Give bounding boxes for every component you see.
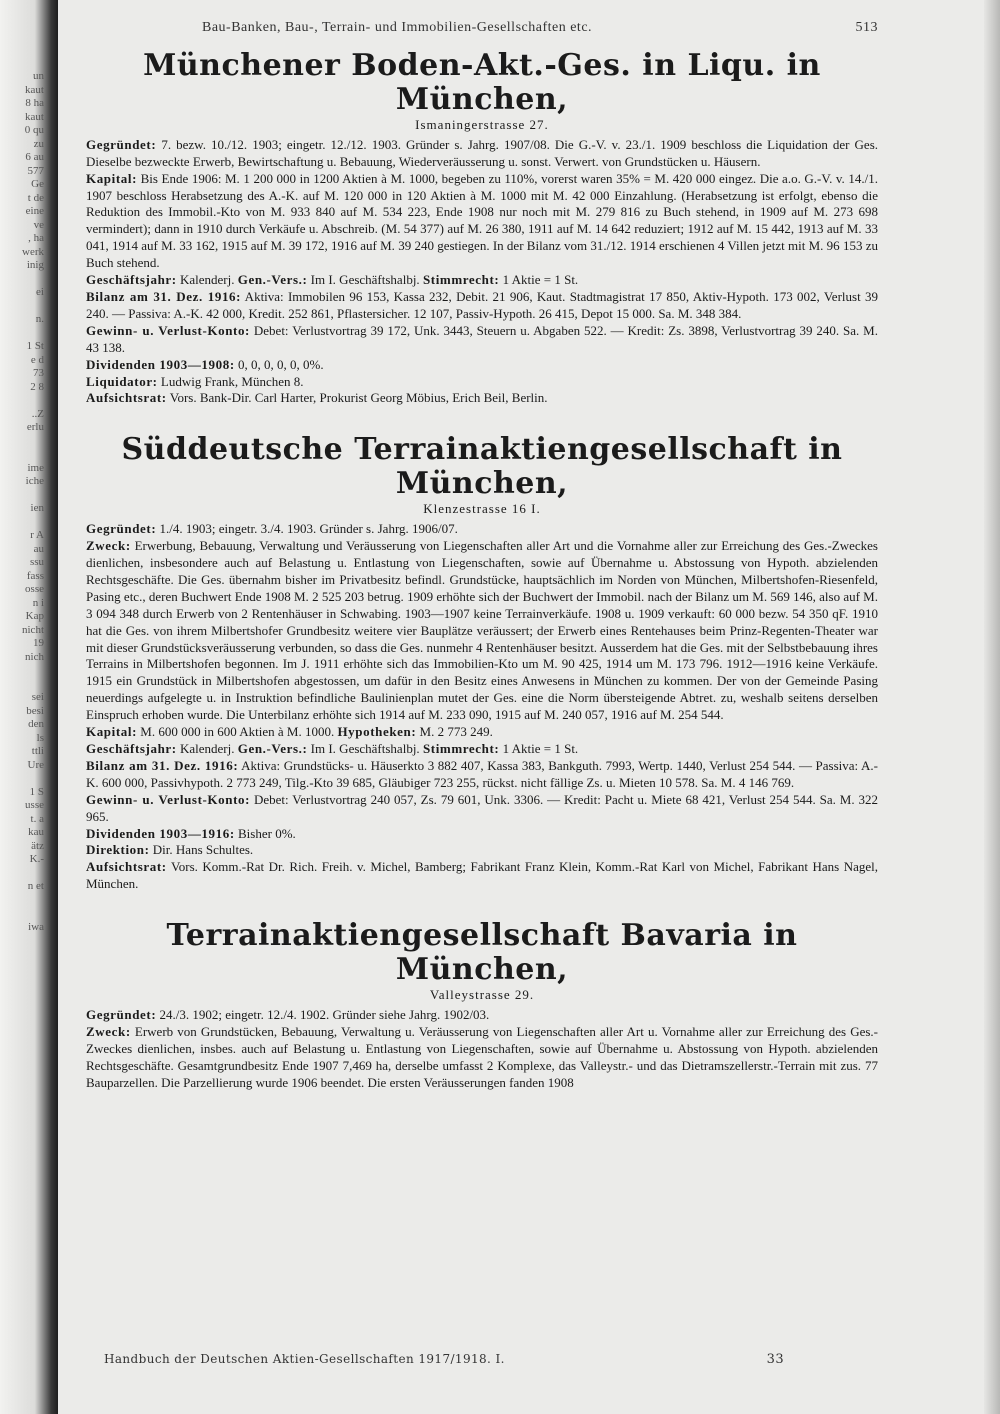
fragment-line: Ge — [31, 178, 44, 190]
entry-text: 24./3. 1902; eingetr. 12./4. 1902. Gründer siehe Jahrg. 1902/03. — [156, 1007, 490, 1023]
fragment-line — [0, 772, 44, 786]
fragment-line: ls — [36, 731, 44, 744]
fragment-line — [0, 664, 44, 678]
company-title: Terrainaktiengesellschaft Bavaria in München, — [166, 918, 798, 988]
fragment-line — [0, 894, 44, 908]
fragment-line: ttli — [31, 745, 44, 757]
entry-label: Liquidator: — [86, 373, 158, 389]
entry-label: Gegründet: — [86, 1007, 157, 1023]
entry-paragraph — [86, 842, 878, 859]
fragment-line: Kap — [25, 610, 44, 622]
entry-label: Direktion: — [86, 842, 150, 858]
entry-text: Ludwig Frank, München 8. — [157, 373, 304, 389]
entry-paragraph — [86, 758, 878, 792]
entry-label: Kapital: — [86, 724, 138, 740]
fragment-line: e d — [30, 353, 44, 366]
fragment-line: osse — [25, 583, 44, 595]
entry-label: Geschäftsjahr: — [86, 741, 177, 756]
company-address: Valleystrasse 29. — [429, 987, 535, 1003]
fragment-line: t. a — [30, 812, 44, 825]
fragment-line — [0, 435, 44, 449]
entry-label: Zweck: — [86, 538, 131, 554]
company-address: Ismaningerstrasse 27. — [415, 116, 549, 132]
entry-text: 0, 0, 0, 0, 0, 0%. — [234, 356, 324, 372]
fragment-line: 1 St — [26, 340, 44, 352]
entry-paragraph — [86, 1007, 878, 1024]
entry-label: Gewinn- u. Verlust-Konto: — [86, 791, 251, 807]
fragment-line: kaut — [25, 110, 44, 123]
facing-page-fragments — [0, 70, 44, 934]
fragment-line: usse — [25, 799, 44, 811]
fragment-line: iwa — [28, 920, 44, 933]
fragment-line: inig — [26, 259, 44, 271]
entry-label: Stimmrecht: — [422, 272, 500, 288]
fragment-line: ien — [30, 502, 44, 514]
entry-text: Aktiva: Immobilen 96 153, Kassa 232, Debit. 21 906, Kaut. Stadtmagistrat 17 850, Aktiv-Hypoth. 173 002, Verlust 39 240. — Passiva: A.-K. 42 000, Kredit. 252 861, Pflastersicher. 12 107, Passiv-Hypoth. 26 415, Depot 15 000. Sa. M. 348 384. — [86, 288, 878, 321]
fragment-line: ve — [33, 218, 44, 231]
entry-text: Im I. Geschäftshalbj. — [307, 272, 423, 288]
running-header — [86, 20, 878, 37]
entry-paragraph — [86, 171, 878, 272]
entry-text: Kalenderj. — [176, 272, 238, 288]
fragment-line: besi — [26, 704, 44, 717]
entry-label: Aufsichtsrat: — [86, 859, 167, 875]
entry-text: M. 2 773 249. — [416, 724, 493, 740]
fragment-line: ..Z — [31, 407, 44, 420]
entry-paragraph — [86, 137, 878, 171]
fragment-line: fass — [26, 569, 44, 582]
fragment-line: kaut — [25, 83, 44, 96]
running-header-title: Bau-Banken, Bau-, Terrain- und Immobilien-Gesellschaften etc. — [202, 20, 593, 35]
entry-text: M. 600 000 in 600 Aktien à M. 1000. — [137, 724, 338, 740]
fragment-line: t de — [27, 191, 44, 204]
fragment-line: erlu — [26, 421, 44, 433]
fragment-line: n. — [35, 313, 44, 325]
fragment-line: ei — [36, 286, 44, 298]
entry-label: Bilanz am 31. Dez. 1916: — [86, 757, 239, 773]
entry-label: Gen.-Vers.: — [237, 272, 308, 288]
fragment-line: 0 qu — [24, 124, 44, 136]
fragment-line: 19 — [33, 637, 44, 649]
entry-paragraph — [86, 724, 878, 741]
entry-paragraph — [86, 1024, 878, 1092]
entry-text: Im I. Geschäftshalbj. — [307, 741, 423, 756]
fragment-line: n i — [32, 596, 44, 609]
fragment-line: K.- — [29, 853, 44, 865]
fragment-line — [0, 489, 44, 503]
entry-text: Aktiva: Grundstücks- u. Häuserkto 3 882 407, Kassa 383, Bankguth. 7993, Wertp. 1440, Verlust 254 544. — Passiva: A.-K. 600 000, Passivhypoth. 2 773 249, Tilg.-Kto 39 685, Gläubiger 723 255, rückst. nicht fällige Zs. u. Mieten 10 578. Sa. M. 4 146 769. — [86, 757, 878, 790]
entry-paragraph — [86, 859, 878, 893]
entry-label: Stimmrecht: — [422, 741, 500, 756]
entry-text: Bis Ende 1906: M. 1 200 000 in 1200 Aktien à M. 1000, begeben zu 110%, vorerst waren 35% = M. 420 000 eingez. Die a.o. G.-V. v. 14./1. 1907 beschloss Herabsetzung des A.-K. auf M. 120 000 in 120 Aktien à M. 1000 mit M. 42 000 Einzahlung. (Herabsetzung ist erfolgt, ebenso die Reduktion des Immobil.-Kto von M. 933 840 auf M. 534 223, Ende 1908 nur noch mit M. 279 816 zu Buch stehend, in 1909 auf M. 273 698 vermindert); dann in 1910 durch Verkäufe u. Abschreib. (M. 54 377) auf M. 26 380, 1911 auf M. 14 642 reduziert; 1912 auf M. 15 442, 1913 auf M. 33 041, 1914 auf M. 33 162, 1915 auf M. 39 172, 1916 auf M. 39 240 gestiegen. In der Bilanz vom 31./12. 1914 erschienen 4 Villen jetzt mit M. 96 153 zu Buch stehend. — [86, 170, 878, 271]
entry-paragraph — [86, 357, 878, 374]
entry-label: Hypotheken: — [337, 724, 417, 740]
entry-paragraph — [86, 323, 878, 357]
fragment-line: 2 8 — [30, 380, 44, 393]
entry-label: Aufsichtsrat: — [86, 390, 167, 406]
entry-label: Kapital: — [86, 170, 138, 186]
entry-label: Dividenden 1903—1916: — [86, 825, 235, 841]
entry-label: Zweck: — [86, 1023, 131, 1039]
fragment-line: iche — [25, 475, 44, 487]
entry-text: 1 Aktie = 1 St. — [499, 741, 579, 756]
entry-text: Dir. Hans Schultes. — [149, 842, 254, 858]
fragment-line: ime — [27, 461, 44, 474]
entry-paragraph — [86, 390, 878, 407]
entry-text: Debet: Verlustvortrag 39 172, Unk. 3443, Steuern u. Abgaben 522. — Kredit: Zs. 3898, Verlustvortrag 39 240. Sa. M. 43 138. — [86, 322, 878, 355]
entry-text: Vors. Komm.-Rat Dr. Rich. Freih. v. Michel, Bamberg; Fabrikant Franz Klein, Komm.-Rat Karl von Michel, Fabrikant Hans Nagel, München. — [86, 859, 878, 892]
entry-paragraph — [86, 538, 878, 724]
fragment-line: un — [33, 70, 44, 82]
entry-text: Debet: Verlustvortrag 240 057, Zs. 79 601, Unk. 3306. — Kredit: Pacht u. Miete 68 421, Verlust 254 544. Sa. M. 322 965. — [86, 791, 878, 824]
entry-text: Erwerbung, Bebauung, Verwaltung und Veräusserung von Liegenschaften aller Art und die Vornahme aller zur Erreichung des Ges.-Zweckes dienlichen, insbesondere auch auf Belastung u. Entlastung von Liegenschaften, sowie auf Übernahme u. Abstossung von Hypoth. abzielenden Rechtsgeschäfte. Die Ges. übernahm bisher im Privatbesitz befindl. Grundstücke, hauptsächlich im Norden von München, Milbertshofen-Riesenfeld, Pasing etc., deren Buchwert Ende 1908 M. 2 525 203 betrug. 1909 erhöhte sich der Buchwert der Immobil. nach der Bilanz um M. 569 146, also auf M. 3 094 348 durch Erwerb von 2 Rentenhäuser in Schwabing. 1903—1907 keine Terrainverkäufe. 1908 u. 1909 verkauft: 60 000 bezw. 54 350 qF. 1910 hat die Ges. von ihrem Milbertshofer Grundbesitz weitere vier Bauplätze veräussert; der Erwerb eines Rentehauses beim Prinz-Regenten-Theater war mit dieser Grundstücksveräusserung verbunden, so dass die Ges. nunmehr 4 Rentenhäuser besitzt. Ausserdem hat die Ges. mit der Selbstbebauung ihres Terrains in Milbertshofen begonnen. Im J. 1911 erhöhte sich das Immobilien-Kto um M. 90 425, 1914 um M. 173 796. 1912—1916 keine Verkäufe. 1915 ein Grundstück in Milbertshofen abgestossen, um dafür in den Besitz eines Anwesens in München zu kommen. Der von der Gemeinde Pasing neuerdings aufgelegte u. in Instruktion befindliche Baulinienplan mutet der Ges. eine die Norm übersteigende Abtret. zu, weshalb seitens derselben Einspruch erhoben wurde. Die Unterbilanz erhöhte sich 1914 auf M. 233 090, 1915 auf M. 240 057, 1916 auf M. 254 544. — [86, 538, 878, 723]
entry-paragraph — [86, 289, 878, 323]
entry-paragraph — [86, 272, 878, 289]
fragment-line: 8 ha — [25, 97, 44, 109]
fragment-line — [0, 448, 44, 462]
entry-label: Geschäftsjahr: — [86, 272, 177, 288]
sections-container — [86, 49, 878, 1092]
entry-text: 7. bezw. 10./12. 1903; eingetr. 12./12. 1903. Gründer s. Jahrg. 1907/08. Die G.-V. v. 23./1. 1909 beschloss die Liquidation der Ges. Dieselbe bezweckte Erwerb, Bewirtschaftung u. Bebauung, Wiederveräusserung u. sonst. Verwert. von Grundstücken u. Häusern. — [86, 136, 878, 169]
entry-label: Gewinn- u. Verlust-Konto: — [86, 322, 250, 338]
entry-label: Gegründet: — [86, 521, 157, 537]
fragment-line — [0, 907, 44, 921]
company-entry — [86, 49, 878, 407]
fragment-line: , ha — [28, 232, 44, 244]
entry-paragraph — [86, 741, 878, 758]
fragment-line — [0, 327, 44, 341]
fragment-line: nicht — [22, 623, 44, 636]
page-number: 513 — [855, 20, 878, 35]
entry-text: Erwerb von Grundstücken, Bebauung, Verwaltung u. Veräusserung von Liegenschaften aller Art u. Vornahme aller zur Erreichung des Ges.-Zweckes dienlichen, insbes. auch auf Belastung u. Entlastung von Liegenschaften, sowie auf Übernahme u. Abstossung von Hypoth. abzielenden Rechtsgeschäfte. Gesamtgrundbesitz Ende 1907 7,469 ha, derselbe umfasst 2 Komplexe, das Valleystr.- und das Dietramszellerstr.-Terrain mit zus. 77 Bauparzellen. Die Parzellierung wurde 1906 beendet. Die ersten Veräusserungen fanden 1908 — [86, 1023, 878, 1090]
fragment-line — [0, 867, 44, 881]
page-edge-shadow — [984, 0, 1000, 1414]
footer-source: Handbuch der Deutschen Aktien-Gesellschaften 1917/1918. I. — [104, 1352, 505, 1366]
page-footer — [104, 1352, 784, 1367]
page-content — [86, 20, 878, 1092]
entry-label: Gen.-Vers.: — [237, 741, 308, 756]
fragment-line: r A — [30, 529, 44, 541]
fragment-line: n et — [27, 880, 44, 892]
fragment-line: au — [33, 542, 44, 555]
signature-number: 33 — [766, 1352, 784, 1367]
entry-paragraph — [86, 374, 878, 391]
fragment-line: eine — [25, 205, 44, 217]
fragment-line: den — [28, 718, 44, 730]
fragment-line: kau — [28, 826, 44, 838]
entry-label: Dividenden 1903—1908: — [86, 356, 235, 372]
fragment-line: ätz — [31, 839, 44, 852]
fragment-line — [0, 678, 44, 692]
fragment-line: Ure — [27, 758, 44, 771]
fragment-line: zu — [33, 137, 44, 150]
fragment-line — [0, 394, 44, 408]
company-title: Süddeutsche Terrainaktiengesellschaft in München, — [121, 432, 843, 502]
fragment-line: 577 — [27, 164, 44, 177]
company-address: Klenzestrasse 16 I. — [423, 501, 541, 517]
entry-text: 1 Aktie = 1 St. — [499, 272, 579, 288]
fragment-line — [0, 273, 44, 287]
entry-paragraph — [86, 826, 878, 843]
company-entry — [86, 893, 878, 1091]
entry-label: Bilanz am 31. Dez. 1916: — [86, 288, 242, 304]
company-entry — [86, 407, 878, 893]
fragment-line — [0, 300, 44, 314]
entry-text: Bisher 0%. — [234, 825, 296, 841]
fragment-line: 6 au — [25, 151, 44, 163]
fragment-line: nich — [25, 650, 44, 663]
entry-text: 1./4. 1903; eingetr. 3./4. 1903. Gründer s. Jahrg. 1906/07. — [156, 521, 458, 537]
fragment-line: 73 — [33, 367, 44, 379]
fragment-line — [0, 516, 44, 530]
company-title: Münchener Boden-Akt.-Ges. in Liqu. in München, — [143, 47, 821, 117]
fragment-line: 1 S — [29, 785, 44, 798]
entry-paragraph — [86, 792, 878, 826]
fragment-line: werk — [22, 245, 44, 258]
entry-label: Gegründet: — [86, 136, 157, 152]
fragment-line: sei — [31, 691, 44, 703]
fragment-line: ssu — [29, 556, 44, 568]
entry-text: Kalenderj. — [176, 741, 238, 756]
entry-paragraph — [86, 521, 878, 538]
entry-text: Vors. Bank-Dir. Carl Harter, Prokurist Georg Möbius, Erich Beil, Berlin. — [166, 390, 548, 406]
